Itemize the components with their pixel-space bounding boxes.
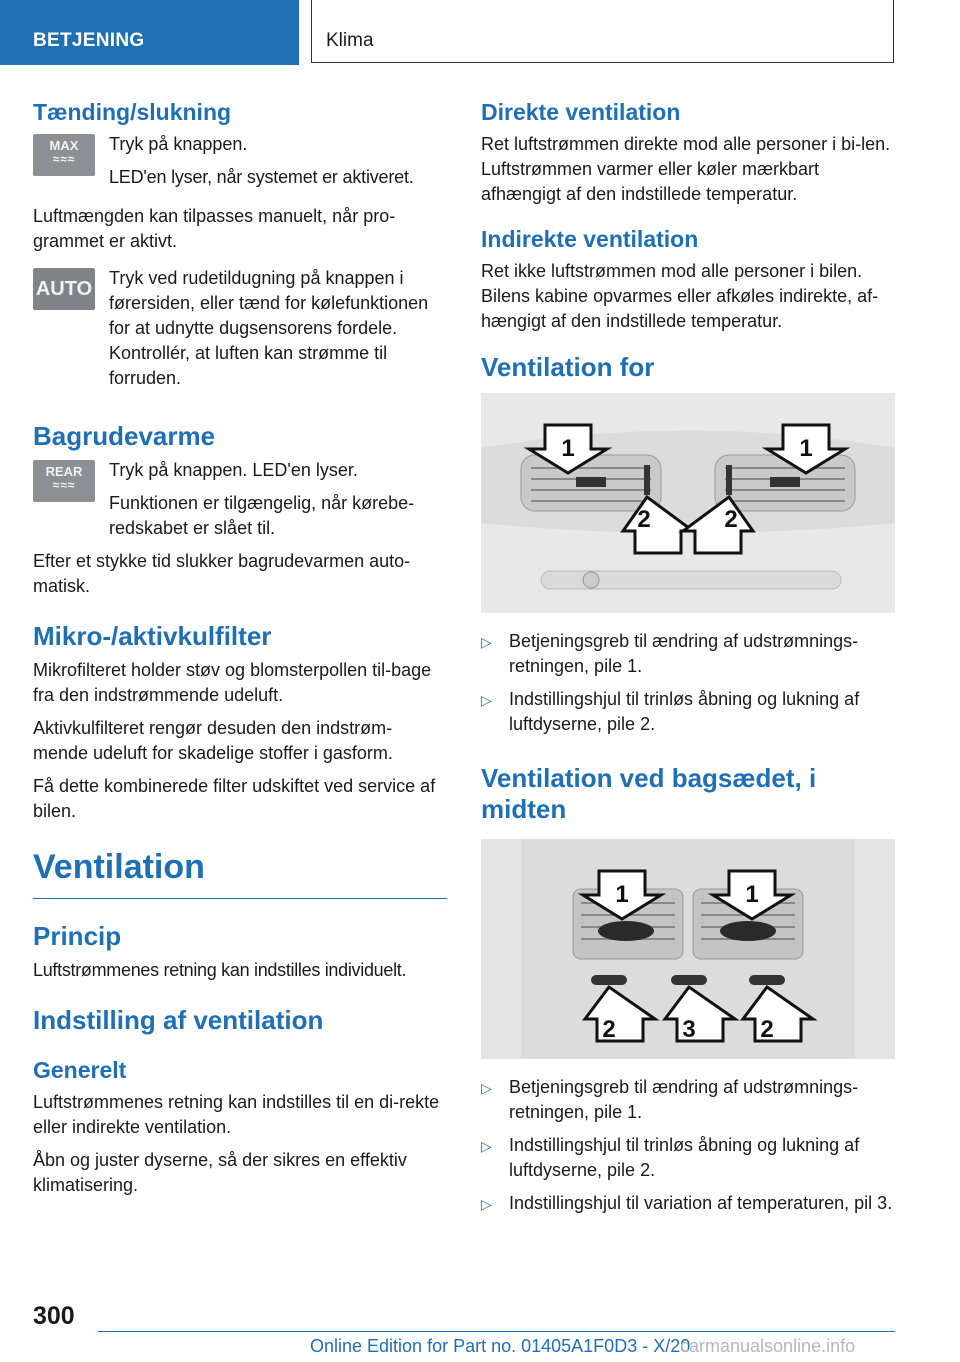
p-tryk: Tryk på knappen. [109,134,248,154]
heading-taending: Tænding/slukning [33,99,232,125]
list-item: ▷ Betjeningsgreb til ændring af udstrømnings-retningen, pile 1. [481,1075,895,1125]
heading-direkte: Direkte ventilation [481,99,681,125]
bullet-marker-icon: ▷ [481,692,492,708]
bullet-marker-icon: ▷ [481,1138,492,1154]
watermark: carmanualsonline.info [680,1336,856,1356]
rear-defrost-icon: REAR ≈≈≈ [33,460,95,502]
p-rear1: Tryk på knappen. LED'en lyser. [109,460,358,480]
arrow-label-1b: 1 [799,435,813,462]
auto-icon: AUTO [33,268,95,310]
p-indirekte: Ret ikke luftstrømmen mod alle personer i bilen. Bilens kabine opvarmes eller afkøles indirekte, af-hængigt af den indstillede temperatur. [481,261,879,331]
p-led: LED'en lyser, når systemet er aktiveret. [109,167,414,187]
auto-row [33,266,447,399]
rear-bullet-list [481,1075,895,1217]
p-g2: Åbn og juster dyserne, så der sikres en effektiv klimatisering. [33,1150,407,1195]
left-column [33,98,447,1206]
bullet-marker-icon: ▷ [481,1080,492,1096]
arrow-label-2b: 2 [760,1016,774,1043]
section-title: BETJENING [33,30,145,51]
arrow-label-3: 3 [682,1016,696,1043]
heading-indstilling: Indstilling af ventilation [33,1005,324,1035]
list-item: ▷ Indstillingshjul til trinløs åbning og lukning af luftdyserne, pile 2. [481,1133,895,1183]
max-text [109,132,414,198]
rear-text [109,458,447,549]
p-rear2: Funktionen er tilgængelig, når kørebe-redskabet er slået til. [109,493,415,538]
rear-row [33,458,447,549]
front-vents-illustration [481,393,895,613]
heading-filter: Mikro-/aktivkulfilter [33,621,272,651]
p-princip: Luftstrømmenes retning kan indstilles individuelt. [33,960,407,980]
list-item: ▷ Indstillingshjul til trinløs åbning og lukning af luftdyserne, pile 2. [481,687,895,737]
p-f2: Aktivkulfilteret rengør desuden den indstrøm-mende udeluft for skadelige stoffer i gasform. [33,718,393,763]
arrow-label-2a: 2 [602,1016,616,1043]
p-auto: Tryk ved rudetildugning på knappen i førersiden, eller tænd for kølefunktionen for at udnytte dugsensorens fordele. Kontrollér, at luften kan strømme til forruden. [109,268,429,388]
p-luft: Luftmængden kan tilpasses manuelt, når pro-grammet er aktivt. [33,206,396,251]
edition-text: Online Edition for Part no. 01405A1F0D3 - X/20 [310,1336,691,1356]
heading-generelt: Generelt [33,1057,127,1083]
max-row [33,132,447,198]
arrow-label-2b: 2 [724,506,738,533]
p-f3: Få dette kombinerede filter udskiftet ved service af bilen. [33,776,436,821]
bullet-marker-icon: ▷ [481,1196,492,1212]
front-bullet-list [481,629,895,737]
p-rear3: Efter et stykke tid slukker bagrudevarmen auto-matisk. [33,551,411,596]
list-item: ▷ Betjeningsgreb til ændring af udstrømnings-retningen, pile 1. [481,629,895,679]
p-direkte: Ret luftstrømmen direkte mod alle personer i bi-len. Luftstrømmen varmer eller køler mærkbart afhængigt af den indstillede temperatur. [481,134,891,204]
heading-ventilation-for: Ventilation for [481,352,655,382]
chapter-title: Klima [326,30,374,51]
front-vents-photo [481,393,895,613]
heading-ventilation-bag: Ventilation ved bagsædet, i midten [481,763,817,824]
section-tab [0,0,299,65]
heading-princip: Princip [33,921,122,951]
arrow-label-2a: 2 [637,506,651,533]
max-defrost-icon: MAX ≈≈≈ [33,134,95,176]
rear-vents-illustration [481,839,895,1059]
p-g1: Luftstrømmenes retning kan indstilles til en di-rekte eller indirekte ventilation. [33,1092,440,1137]
right-column [481,98,895,1225]
rear-vents-photo [481,839,895,1059]
list-item: ▷ Indstillingshjul til variation af temperaturen, pil 3. [481,1191,895,1217]
arrow-label-1b: 1 [745,881,759,908]
page-number: 300 [33,1302,75,1330]
chapter-tab [311,0,894,63]
footer-divider [98,1331,895,1332]
heading-indirekte: Indirekte ventilation [481,226,699,252]
heading-bagrude: Bagrudevarme [33,421,216,451]
heading-ventilation: Ventilation [33,846,447,899]
bullet-marker-icon: ▷ [481,634,492,650]
arrow-label-1a: 1 [561,435,575,462]
arrow-label-1a: 1 [615,881,629,908]
p-f1: Mikrofilteret holder støv og blomsterpollen til-bage fra den indstrømmende udeluft. [33,660,432,705]
